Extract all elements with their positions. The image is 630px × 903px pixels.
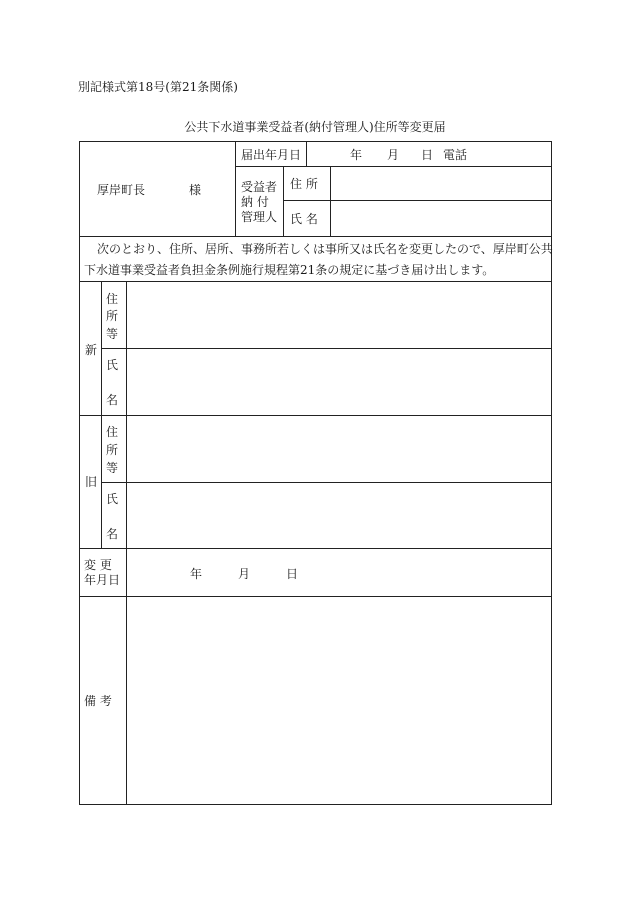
- new-address-char-3: 等: [105, 327, 118, 341]
- new-label: 新: [84, 343, 97, 357]
- name-label: 氏 名: [290, 212, 318, 226]
- new-address-char-1: 住: [105, 292, 118, 306]
- new-address-char-2: 所: [105, 309, 118, 323]
- form-title: 公共下水道事業受益者(納付管理人)住所等変更届: [184, 120, 446, 134]
- beneficiary-label: 受益者: [241, 180, 278, 194]
- change-year: 年: [190, 567, 203, 581]
- old-name-bottom: 名: [105, 527, 118, 541]
- addressee: 厚岸町長: [97, 183, 146, 197]
- old-name-top: 氏: [105, 492, 118, 506]
- phone-label: 電話: [443, 148, 468, 162]
- address-label: 住 所: [290, 177, 318, 191]
- old-address-char-2: 所: [105, 443, 118, 457]
- change-day: 日: [286, 567, 299, 581]
- old-address-char-1: 住: [105, 425, 118, 439]
- old-address-char-3: 等: [105, 461, 118, 475]
- notice-line-1: 次のとおり、住所、居所、事務所若しくは事所又は氏名を変更したので、厚岸町公共: [97, 242, 553, 256]
- new-name-bottom: 名: [105, 393, 118, 407]
- notice-line-2: 下水道事業受益者負担金条例施行規程第21条の規定に基づき届け出します。: [84, 263, 495, 277]
- filing-year: 年: [350, 148, 363, 162]
- remarks-label: 備 考: [84, 694, 112, 708]
- form-number: 別記様式第18号(第21条関係): [78, 80, 238, 94]
- new-name-top: 氏: [105, 358, 118, 372]
- change-date-label-1: 変 更: [84, 558, 112, 572]
- administrator-label: 管理人: [241, 210, 278, 224]
- filing-date-label: 届出年月日: [241, 148, 302, 162]
- change-date-label-2: 年月日: [84, 573, 121, 587]
- change-month: 月: [238, 567, 251, 581]
- payment-label: 納 付: [241, 195, 269, 209]
- filing-day: 日: [421, 148, 434, 162]
- filing-month: 月: [387, 148, 400, 162]
- old-label: 旧: [84, 475, 97, 489]
- honorific: 様: [189, 183, 202, 197]
